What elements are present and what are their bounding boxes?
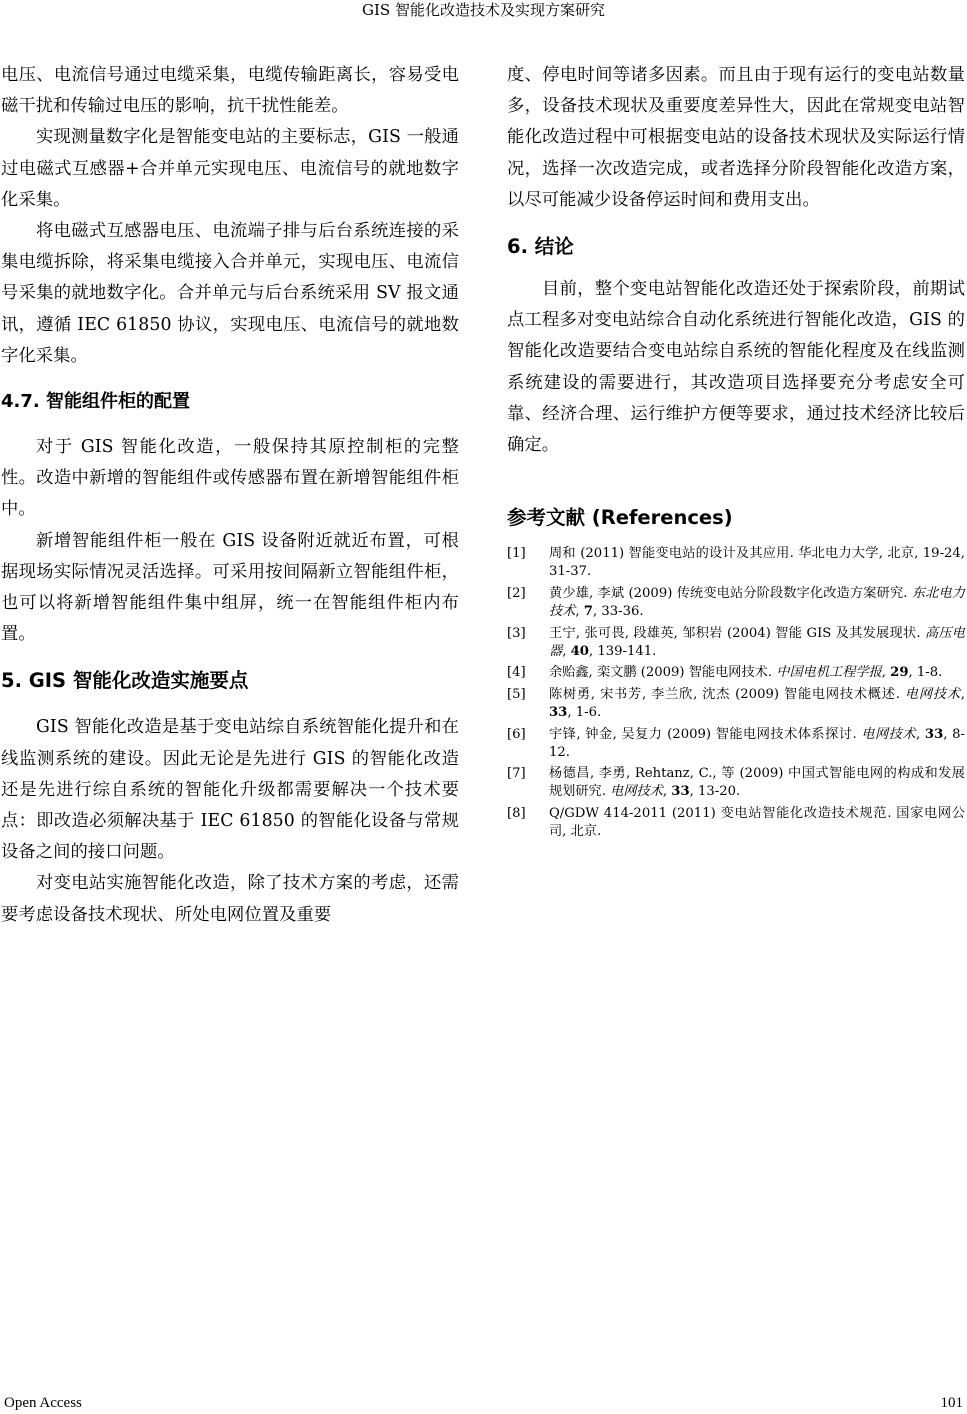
paragraph: 将电磁式互感器电压、电流端子排与后台系统连接的采集电缆拆除，将采集电缆接入合并单元，实现电压、电流信号采集的就地数字化。合并单元与后台系统采用 SV 报文通讯，遵循 IEC 61850 协议，实现电压、电流信号的就地数字化采集。: [1, 221, 459, 366]
paragraph: 电压、电流信号通过电缆采集，电缆传输距离长，容易受电磁干扰和传输过电压的影响，抗干扰性能差。: [1, 65, 459, 117]
paragraph: 新增智能组件柜一般在 GIS 设备附近就近布置，可根据现场实际情况灵活选择。可采用按间隔新立智能组件柜，也可以将新增智能组件集中组屏，统一在智能组件柜内布置。: [1, 530, 459, 645]
running-head: GIS 智能化改造技术及实现方案研究: [362, 1, 605, 19]
section-heading-4-7: 4.7. 智能组件柜的配置: [1, 391, 190, 413]
reference-journal: 中国电机工程学报: [776, 665, 882, 681]
reference-item: [507, 765, 965, 801]
reference-number: [2]: [507, 585, 526, 601]
reference-journal: 东北电力技术: [549, 585, 965, 620]
reference-list: [507, 545, 965, 841]
paragraph: 度、停电时间等诸多因素。而且由于现有运行的变电站数量多，设备技术现状及重要度差异性大，因此在常规变电站智能化改造过程中可根据变电站的设备技术现状及实际运行情况，选择一次改造完成，或者选择分阶段智能化改造方案，以尽可能减少设备停运时间和费用支出。: [507, 65, 965, 210]
reference-text: 周和 (2011) 智能变电站的设计及其应用. 华北电力大学, 北京, 19-24, 31-37.: [549, 546, 965, 580]
reference-volume: 33: [549, 705, 568, 721]
paragraph: 对变电站实施智能化改造，除了技术方案的考虑，还需要考虑设备技术现状、所处电网位置及重要: [1, 873, 459, 925]
footer-journal: Open Access: [4, 1395, 82, 1411]
reference-text: 余贻鑫, 栾文鹏 (2009) 智能电网技术. 中国电机工程学报, 29, 1-8.: [549, 665, 943, 681]
reference-number: [3]: [507, 625, 526, 641]
reference-text: 宇锋, 钟金, 吴复力 (2009) 智能电网技术体系探讨. 电网技术, 33, 8-12.: [549, 726, 966, 760]
reference-number: [4]: [507, 665, 526, 681]
reference-volume: 33: [924, 726, 944, 742]
section-heading-6: 6. 结论: [507, 235, 574, 259]
reference-number: [1]: [507, 546, 526, 562]
reference-item: [507, 545, 965, 581]
reference-item: [507, 686, 965, 722]
paragraph: 对于 GIS 智能化改造，一般保持其原控制柜的完整性。改造中新增的智能组件或传感器布置在新增智能组件柜中。: [1, 437, 459, 520]
reference-journal: 高压电器: [549, 625, 965, 659]
reference-volume: 40: [570, 643, 589, 659]
references-heading: 参考文献 (References): [507, 506, 733, 530]
reference-text: 王宁, 张可畏, 段雄英, 邹积岩 (2004) 智能 GIS 及其发展现状. 高压电器, 40, 139-141.: [549, 625, 965, 659]
reference-volume: 33: [671, 784, 690, 800]
reference-item: [507, 585, 965, 621]
reference-volume: 7: [583, 604, 593, 620]
reference-number: [8]: [507, 805, 526, 821]
page-number: 101: [940, 1395, 963, 1411]
reference-item: [507, 625, 965, 661]
reference-item: [507, 805, 965, 841]
reference-text: 杨德昌, 李勇, Rehtanz, C., 等 (2009) 中国式智能电网的构成和发展规划研究. 电网技术, 33, 13-20.: [549, 766, 965, 800]
section-heading-5: 5. GIS 智能化改造实施要点: [1, 669, 249, 693]
paragraph: 目前，整个变电站智能化改造还处于探索阶段，前期试点工程多对变电站综合自动化系统进行智能化改造，GIS 的智能化改造要结合变电站综自系统的智能化程度及在线监测系统建设的需要进行，其改造项目选择要充分考虑安全可靠、经济合理、运行维护方便等要求，通过技术经济比较后确定。: [507, 279, 965, 456]
paragraph: 实现测量数字化是智能变电站的主要标志，GIS 一般通过电磁式互感器+合并单元实现电压、电流信号的就地数字化采集。: [1, 127, 459, 210]
reference-number: [7]: [507, 766, 526, 782]
reference-text: 黄少雄, 李斌 (2009) 传统变电站分阶段数字化改造方案研究. 东北电力技术, 7, 33-36.: [549, 585, 965, 620]
reference-item: [507, 664, 965, 682]
reference-number: [6]: [507, 726, 526, 742]
reference-journal: 电网技术: [610, 784, 663, 800]
paragraph: GIS 智能化改造是基于变电站综自系统智能化提升和在线监测系统的建设。因此无论是先进行 GIS 的智能化改造还是先进行综自系统的智能化升级都需要解决一个技术要点：即改造必须解决基于 IEC 61850 的智能化设备与常规设备之间的接口问题。: [1, 717, 459, 863]
reference-text: Q/GDW 414-2011 (2011) 变电站智能化改造技术规范. 国家电网公司, 北京.: [549, 805, 965, 840]
right-column: [507, 60, 965, 845]
reference-volume: 29: [890, 665, 909, 681]
reference-number: [5]: [507, 686, 526, 702]
reference-item: [507, 726, 965, 762]
reference-journal: 电网技术: [861, 726, 917, 742]
reference-text: 陈树勇, 宋书芳, 李兰欣, 沈杰 (2009) 智能电网技术概述. 电网技术, 33, 1-6.: [549, 686, 965, 721]
reference-journal: 电网技术: [904, 686, 961, 702]
left-column: [1, 60, 459, 931]
